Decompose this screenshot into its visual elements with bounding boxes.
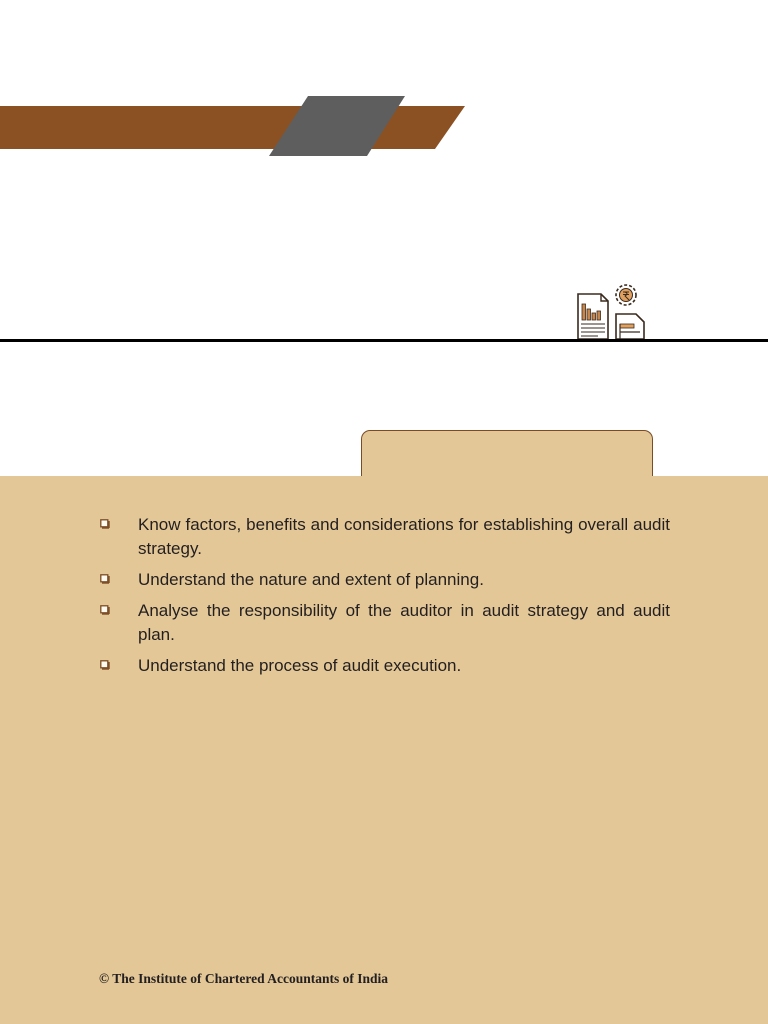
objective-text: Understand the process of audit execution. [138, 656, 462, 675]
objective-item [100, 599, 670, 647]
square-bullet-icon [100, 660, 110, 670]
header-rule [0, 339, 768, 342]
objective-text: Understand the nature and extent of planning. [138, 570, 484, 589]
objective-item [100, 568, 670, 592]
copyright-footer: © The Institute of Chartered Accountants of India [99, 971, 388, 986]
objective-text: Know factors, benefits and considerations for establishing overall audit strategy. [138, 515, 670, 558]
objective-item [100, 654, 670, 678]
objective-text: Analyse the responsibility of the auditor in audit strategy and audit plan. [138, 601, 670, 644]
banner-brown-stripe [0, 106, 465, 149]
square-bullet-icon [100, 605, 110, 615]
square-bullet-icon [100, 519, 110, 529]
chapter-banner [0, 0, 768, 200]
square-bullet-icon [100, 574, 110, 584]
objective-item [100, 513, 670, 561]
audit-report-icon [574, 280, 648, 342]
objectives-list [100, 513, 670, 685]
